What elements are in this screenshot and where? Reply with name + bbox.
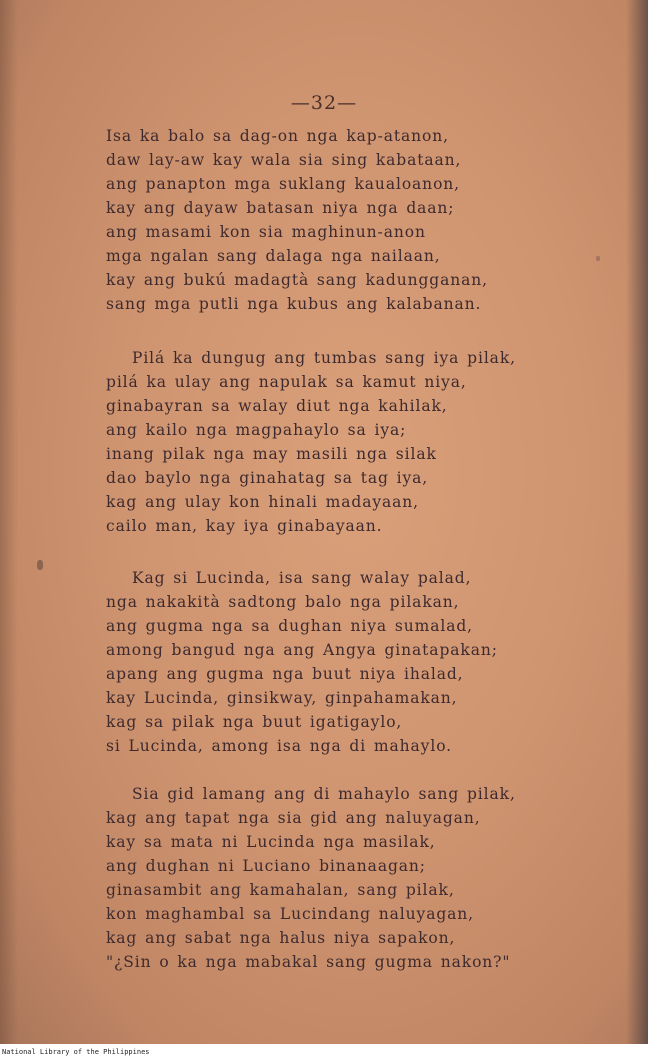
poem-line: kay ang bukú madagtà sang kadungganan, xyxy=(106,271,488,289)
poem-line: ginabayran sa walay diut nga kahilak, xyxy=(106,397,448,415)
poem-line: ang masami kon sia maghinun-anon xyxy=(106,223,426,241)
page-shadow-right xyxy=(626,0,648,1044)
page-shadow-left xyxy=(0,0,18,1044)
poem-line: Isa ka balo sa dag-on nga kap-atanon, xyxy=(106,127,449,145)
poem-line: kag ang tapat nga sia gid ang naluyagan, xyxy=(106,809,481,827)
library-credit: National Library of the Philippines xyxy=(2,1048,150,1056)
ink-speck xyxy=(596,256,600,261)
poem-line: kay ang dayaw batasan niya nga daan; xyxy=(106,199,455,217)
poem-line: ang kailo nga magpahaylo sa iya; xyxy=(106,421,407,439)
poem-line: ang panapton mga suklang kaualoanon, xyxy=(106,175,461,193)
poem-line: Sia gid lamang ang di mahaylo sang pilak, xyxy=(132,785,516,803)
poem-line: ang gugma nga sa dughan niya sumalad, xyxy=(106,617,474,635)
page-number: —32— xyxy=(290,92,358,114)
poem-line: kag ang ulay kon hinali madayaan, xyxy=(106,493,420,511)
poem-line: si Lucinda, among isa nga di mahaylo. xyxy=(106,737,452,755)
poem-line: cailo man, kay iya ginabayaan. xyxy=(106,517,383,535)
poem-line: ginasambit ang kamahalan, sang pilak, xyxy=(106,881,455,899)
poem-line: kag ang sabat nga halus niya sapakon, xyxy=(106,929,456,947)
poem-line: sang mga putli nga kubus ang kalabanan. xyxy=(106,295,482,313)
poem-line: mga ngalan sang dalaga nga nailaan, xyxy=(106,247,441,265)
poem-line: kay Lucinda, ginsikway, ginpahamakan, xyxy=(106,689,458,707)
poem-line: "¿Sin o ka nga mabakal sang gugma nakon?" xyxy=(106,953,511,971)
poem-line: Kag si Lucinda, isa sang walay palad, xyxy=(132,569,472,587)
poem-line: pilá ka ulay ang napulak sa kamut niya, xyxy=(106,373,467,391)
poem-line: daw lay-aw kay wala sia sing kabataan, xyxy=(106,151,462,169)
poem-line: Pilá ka dungug ang tumbas sang iya pilak, xyxy=(132,349,516,367)
ink-speck xyxy=(37,560,43,570)
poem-line: dao baylo nga ginahatag sa tag iya, xyxy=(106,469,429,487)
poem-line: ang dughan ni Luciano binanaagan; xyxy=(106,857,426,875)
poem-line: kay sa mata ni Lucinda nga masilak, xyxy=(106,833,436,851)
poem-line: kag sa pilak nga buut igatigaylo, xyxy=(106,713,403,731)
poem-line: among bangud nga ang Angya ginatapakan; xyxy=(106,641,498,659)
poem-line: inang pilak nga may masili nga silak xyxy=(106,445,437,463)
poem-line: kon maghambal sa Lucindang naluyagan, xyxy=(106,905,475,923)
poem-line: apang ang gugma nga buut niya ihalad, xyxy=(106,665,464,683)
poem-line: nga nakakità sadtong balo nga pilakan, xyxy=(106,593,460,611)
